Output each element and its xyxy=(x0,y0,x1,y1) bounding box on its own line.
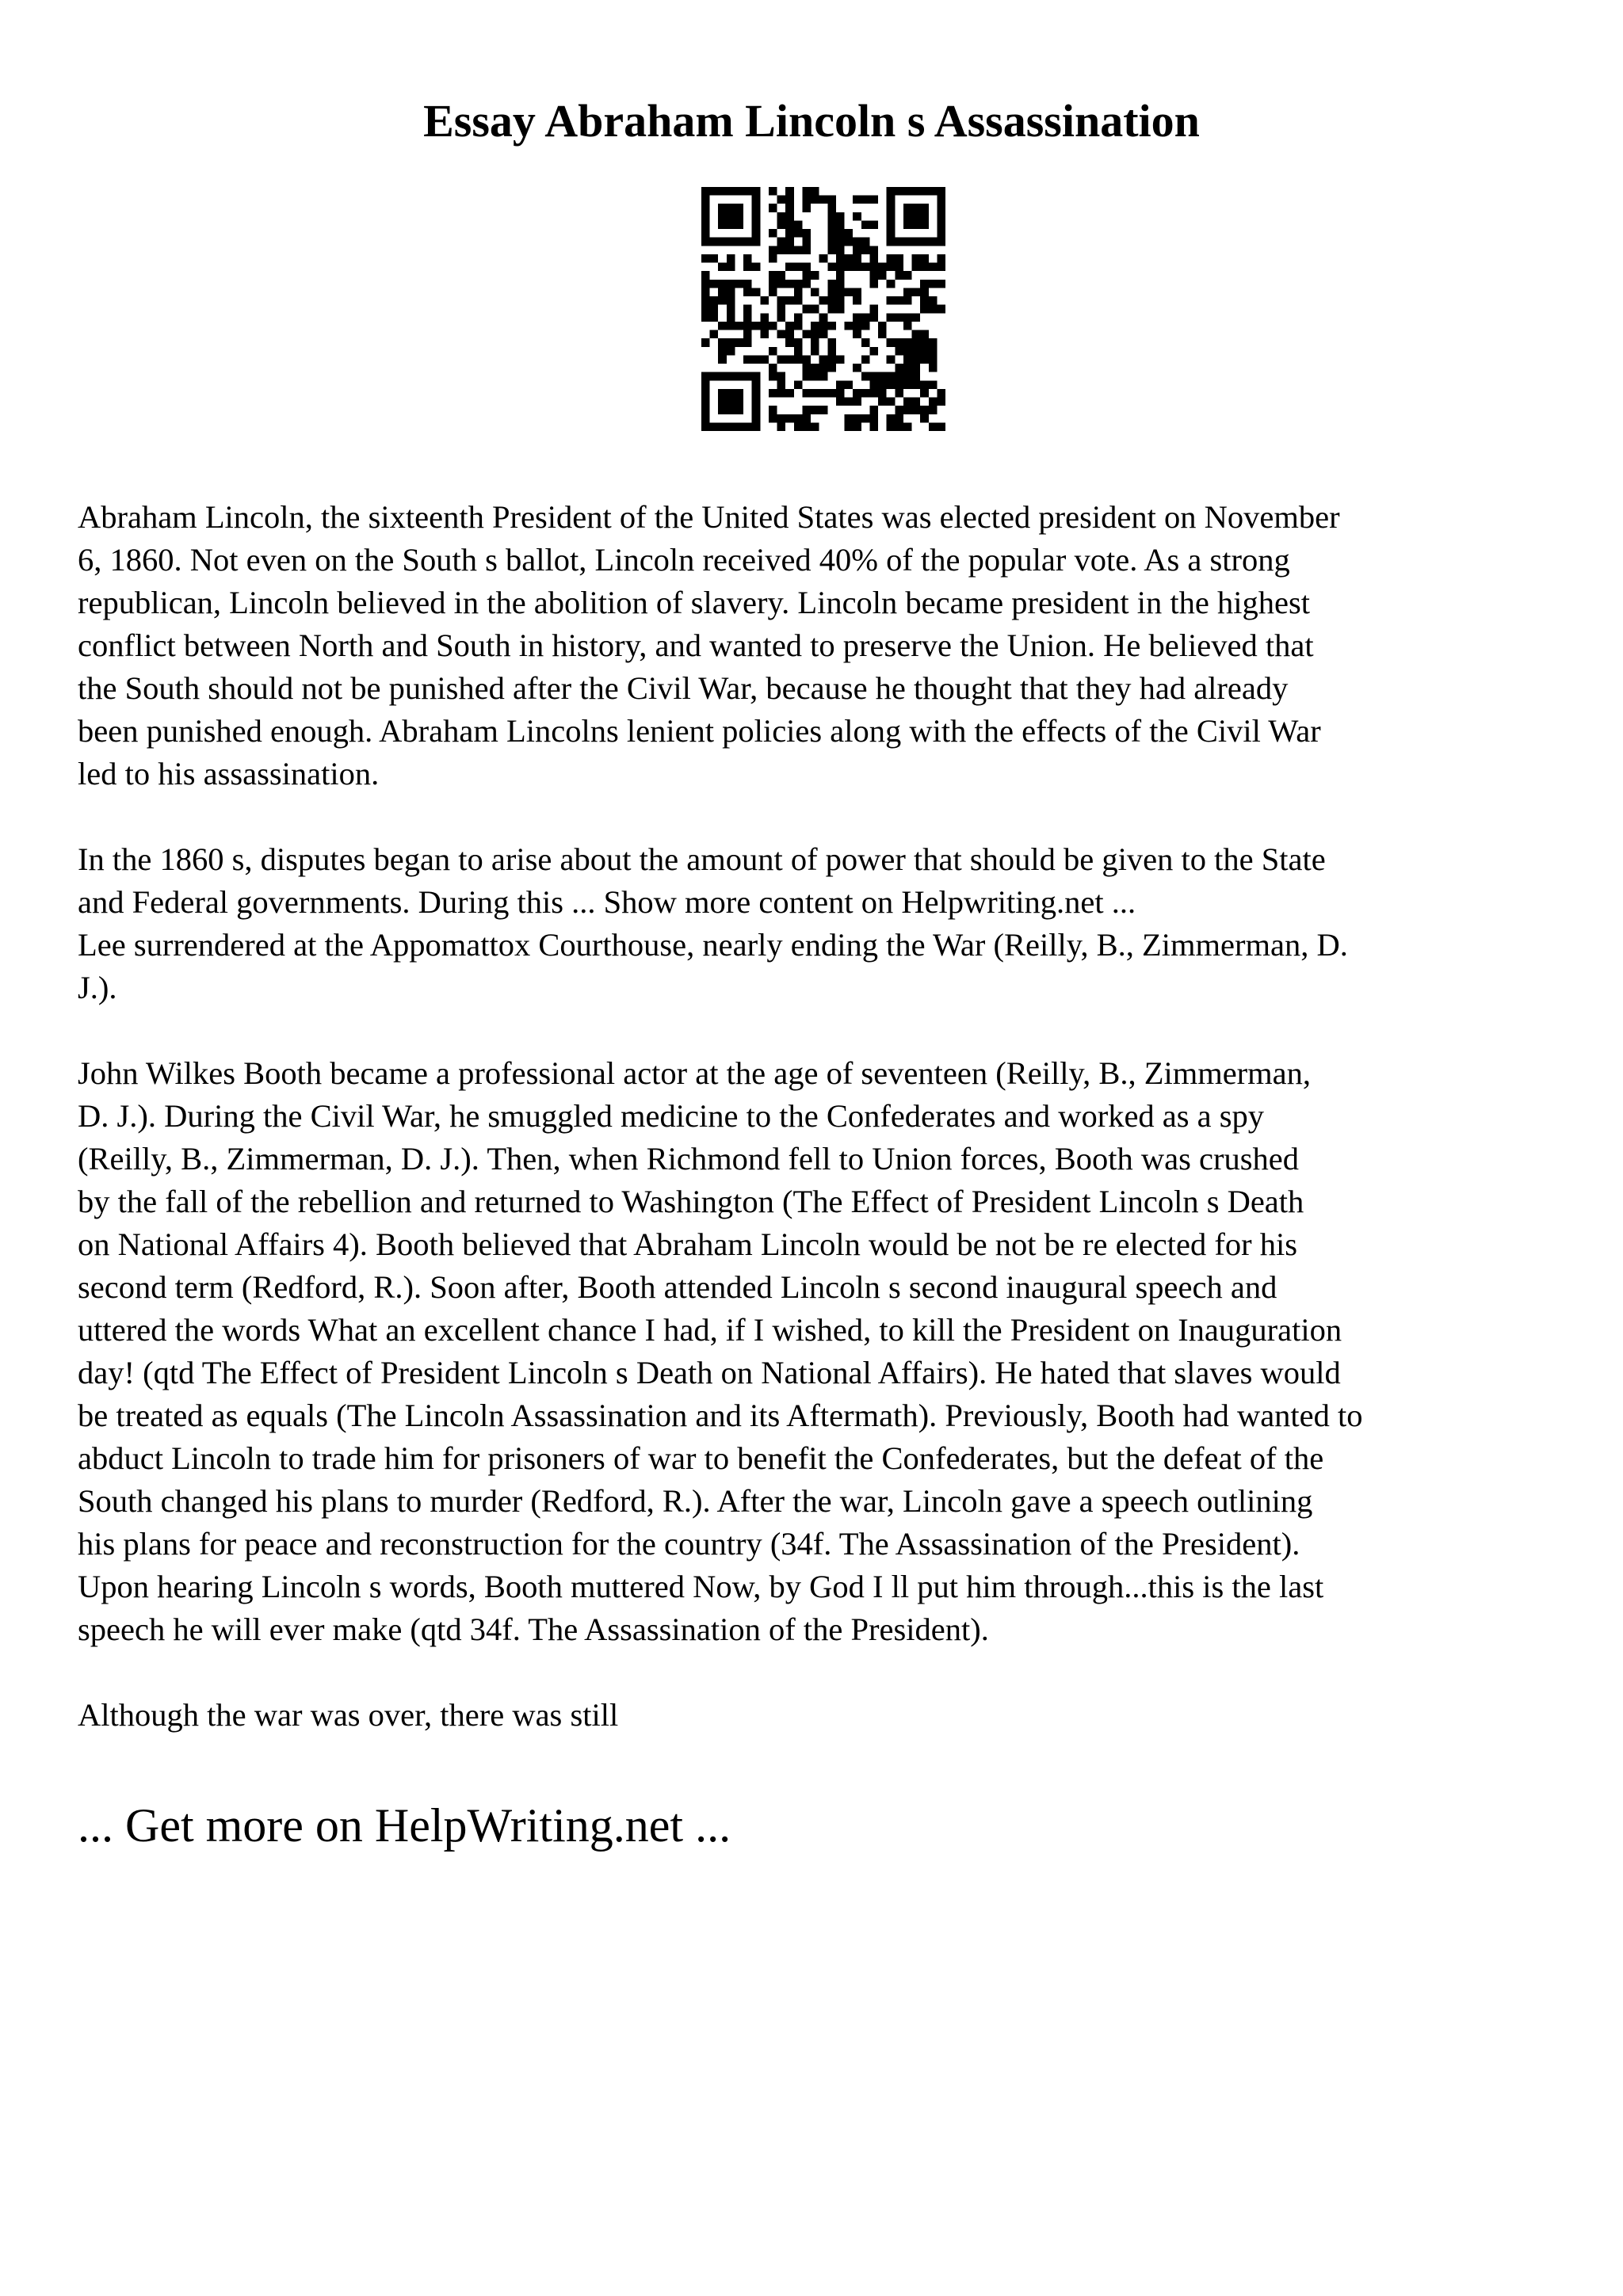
text-line: conflict between North and South in history, and wanted to preserve the Union. He believed that xyxy=(78,627,1314,663)
text-line: South changed his plans to murder (Redford, R.). After the war, Lincoln gave a speech outlining xyxy=(78,1483,1313,1519)
text-line: Upon hearing Lincoln s words, Booth muttered Now, by God I ll put him through...this is the last xyxy=(78,1569,1324,1604)
paragraph-2 xyxy=(78,838,1575,1009)
text-line: been punished enough. Abraham Lincolns lenient policies along with the effects of the Civil War xyxy=(78,713,1321,749)
text-line: and Federal governments. During this ... Show more content on Helpwriting.net ... xyxy=(78,884,1136,920)
text-line: Lee surrendered at the Appomattox Courthouse, nearly ending the War (Reilly, B., Zimmerman, D. xyxy=(78,927,1348,963)
text-line: 6, 1860. Not even on the South s ballot, Lincoln received 40% of the popular vote. As a strong xyxy=(78,542,1290,578)
text-line: be treated as equals (The Lincoln Assassination and its Aftermath). Previously, Booth had wanted to xyxy=(78,1398,1363,1433)
text-line: (Reilly, B., Zimmerman, D. J.). Then, when Richmond fell to Union forces, Booth was crushed xyxy=(78,1141,1299,1177)
text-line: speech he will ever make (qtd 34f. The Assassination of the President). xyxy=(78,1611,989,1647)
text-line: Although the war was over, there was still xyxy=(78,1697,619,1733)
text-line: John Wilkes Booth became a professional actor at the age of seventeen (Reilly, B., Zimmerman, xyxy=(78,1055,1312,1091)
text-line: on National Affairs 4). Booth believed that Abraham Lincoln would be not be re elected for his xyxy=(78,1226,1297,1262)
essay-body xyxy=(78,496,1575,1779)
text-line: led to his assassination. xyxy=(78,756,380,791)
text-line: uttered the words What an excellent chance I had, if I wished, to kill the President on Inauguration xyxy=(78,1312,1342,1348)
text-line: his plans for peace and reconstruction for the country (34f. The Assassination of the President). xyxy=(78,1526,1300,1562)
text-line: Abraham Lincoln, the sixteenth President of the United States was elected president on November xyxy=(78,499,1340,535)
text-line: the South should not be punished after the Civil War, because he thought that they had already xyxy=(78,670,1289,706)
get-more-link[interactable]: ... Get more on HelpWriting.net ... xyxy=(78,1799,731,1852)
page-title: Essay Abraham Lincoln s Assassination xyxy=(423,95,1200,147)
paragraph-4 xyxy=(78,1694,1575,1737)
text-line: abduct Lincoln to trade him for prisoners of war to benefit the Confederates, but the defeat of the xyxy=(78,1440,1324,1476)
qr-code-icon xyxy=(701,187,945,431)
text-line: by the fall of the rebellion and returned to Washington (The Effect of President Lincoln s Death xyxy=(78,1184,1304,1219)
paragraph-1 xyxy=(78,496,1575,795)
text-line: day! (qtd The Effect of President Lincoln s Death on National Affairs). He hated that slaves would xyxy=(78,1355,1341,1390)
text-line: J.). xyxy=(78,970,117,1005)
text-line: D. J.). During the Civil War, he smuggled medicine to the Confederates and worked as a spy xyxy=(78,1098,1265,1134)
text-line: In the 1860 s, disputes began to arise about the amount of power that should be given to the State xyxy=(78,841,1326,877)
text-line: republican, Lincoln believed in the abolition of slavery. Lincoln became president in the highest xyxy=(78,585,1311,620)
text-line: second term (Redford, R.). Soon after, Booth attended Lincoln s second inaugural speech and xyxy=(78,1269,1277,1305)
paragraph-3 xyxy=(78,1052,1575,1651)
